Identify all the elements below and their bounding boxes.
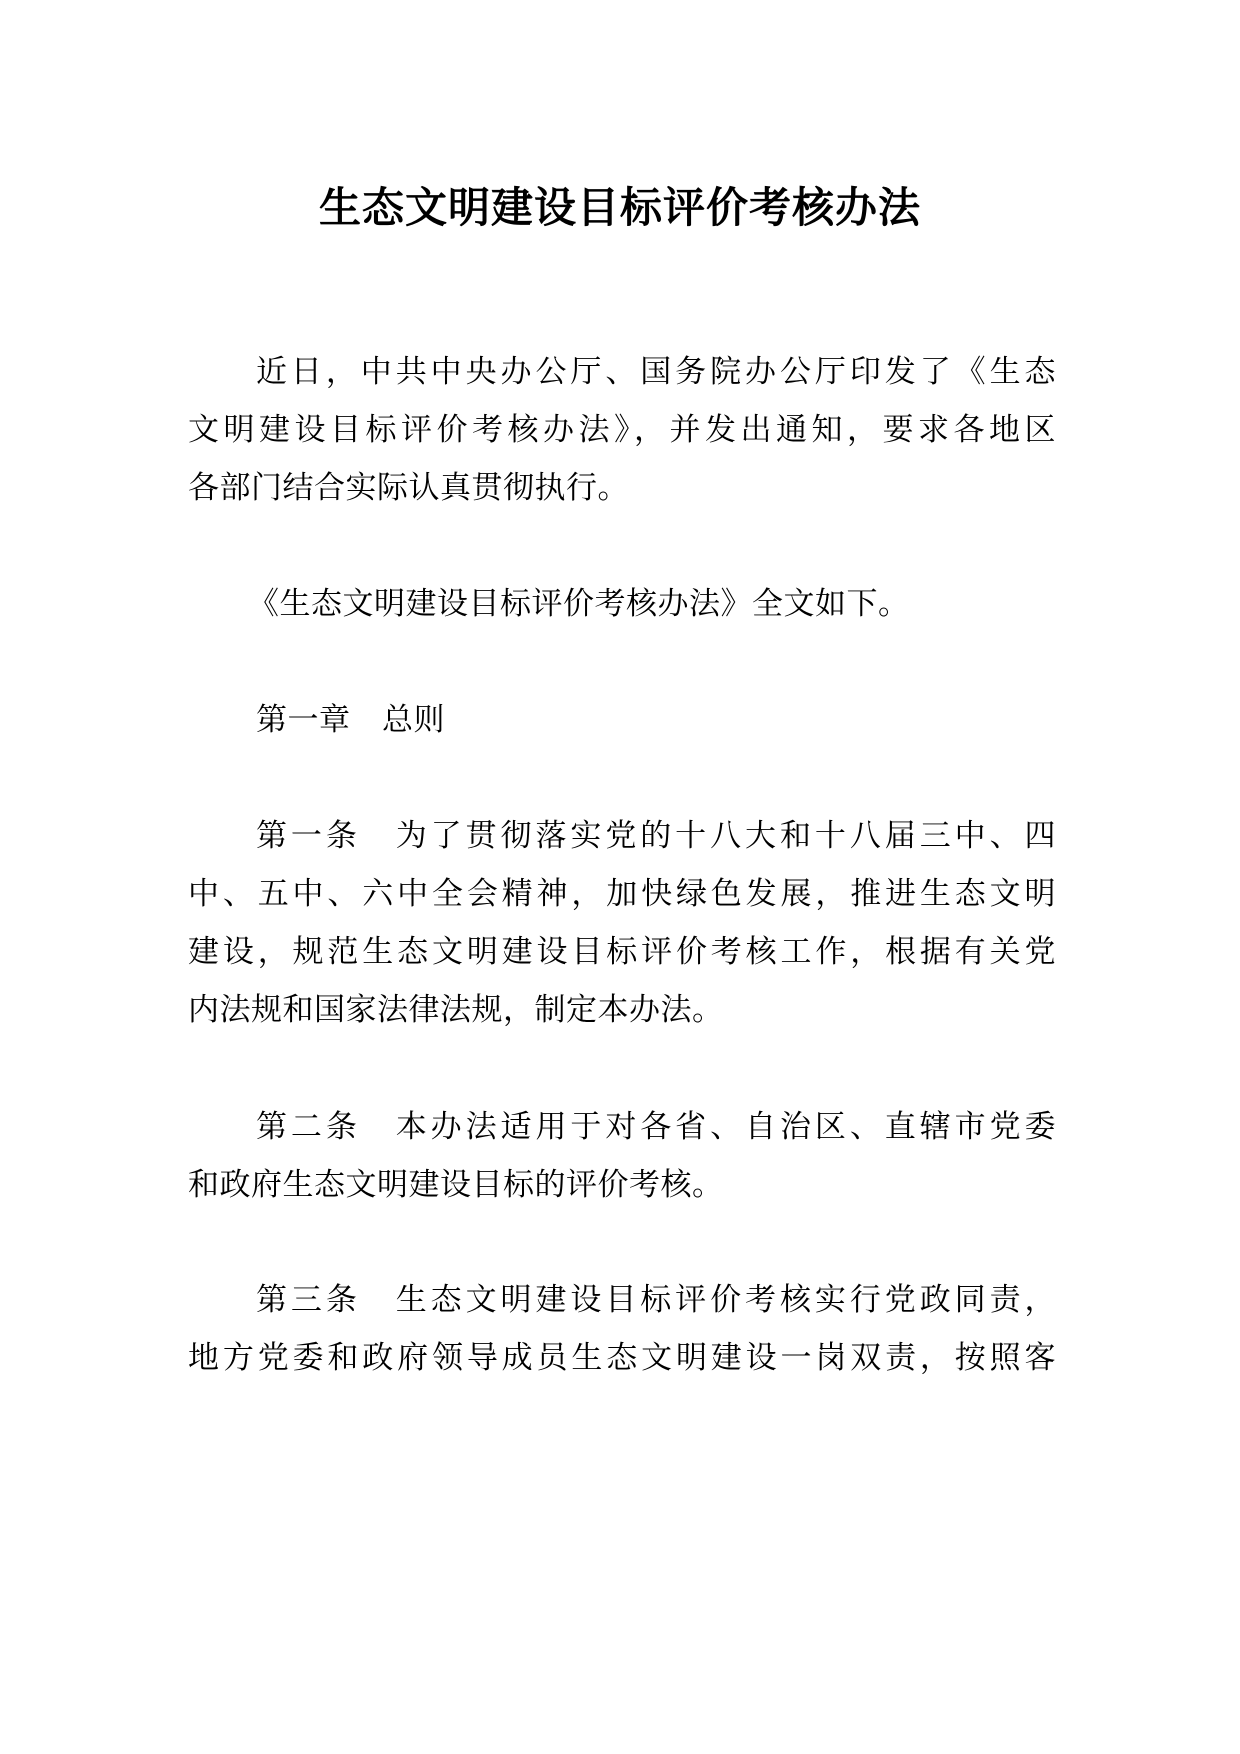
paragraph-line: 第三条 生态文明建设目标评价考核实行党政同责， — [256, 1282, 1056, 1318]
paragraph-line: 第二条 本办法适用于对各省、自治区、直辖市党委 — [256, 1109, 1056, 1145]
paragraph-line: 《生态文明建设目标评价考核办法》全文如下。 — [248, 586, 910, 622]
paragraph-line: 近日，中共中央办公厅、国务院办公厅印发了《生态 — [256, 354, 1056, 390]
paragraph-line: 第一条 为了贯彻落实党的十八大和十八届三中、四 — [256, 818, 1056, 854]
paragraph-line: 地方党委和政府领导成员生态文明建设一岗双责，按照客 — [188, 1340, 1056, 1376]
chapter-title: 第一章 总则 — [256, 702, 445, 738]
paragraph-line: 中、五中、六中全会精神，加快绿色发展，推进生态文明 — [188, 876, 1056, 912]
paragraph-line: 和政府生态文明建设目标的评价考核。 — [188, 1167, 724, 1203]
paragraph-line: 各部门结合实际认真贯彻执行。 — [188, 470, 629, 506]
paragraph-line: 建设，规范生态文明建设目标评价考核工作，根据有关党 — [188, 934, 1056, 970]
paragraph-line: 文明建设目标评价考核办法》，并发出通知，要求各地区 — [188, 412, 1056, 448]
paragraph-line: 内法规和国家法律法规，制定本办法。 — [188, 992, 724, 1028]
document-title: 生态文明建设目标评价考核办法 — [318, 183, 921, 232]
